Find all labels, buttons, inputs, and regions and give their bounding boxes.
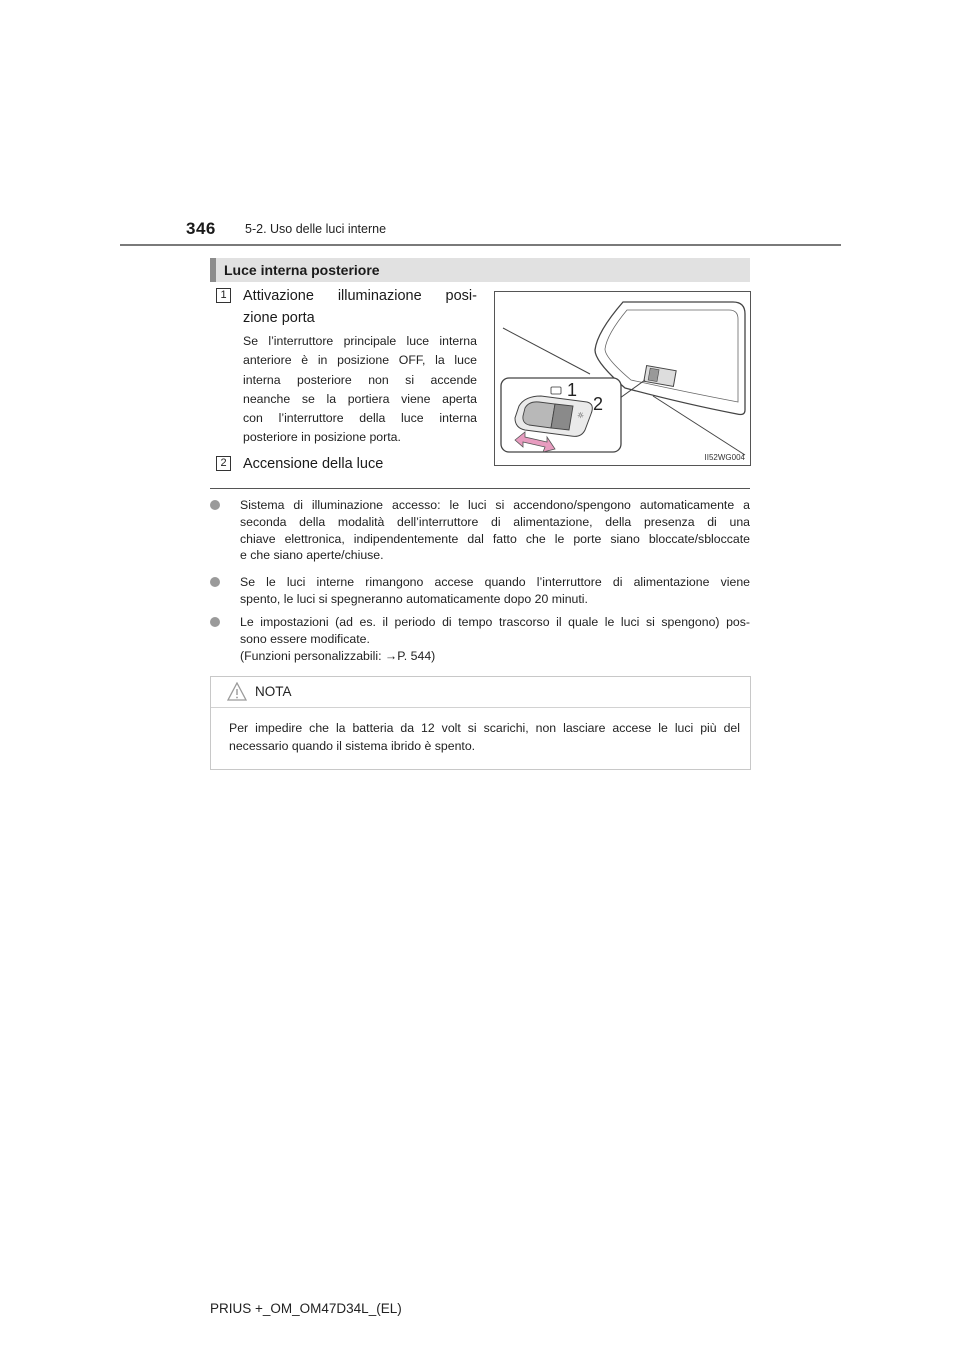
bullet-dot-icon: [210, 500, 220, 510]
section-title: Luce interna posteriore: [224, 262, 380, 278]
lamp-switch-knob: [648, 368, 659, 381]
info-bullet: [210, 614, 750, 664]
desc-line: anteriore è in posizione OFF, la luce: [243, 353, 477, 368]
bullet-line: (Funzioni personalizzabili: →P. 544): [240, 648, 436, 663]
desc-line: Se l’interruttore principale luce interna: [243, 334, 477, 348]
light-symbol-icon: ☼: [577, 411, 585, 420]
section-path: 5-2. Uso delle luci interne: [245, 222, 387, 236]
bullet-dot-icon: [210, 577, 220, 587]
note-line: Per impedire che la batteria da 12 volt si scarichi, non lasciare accese le luci più del: [229, 721, 740, 735]
desc-line: neanche se la portiera viene aperta: [243, 391, 477, 406]
desc-line: interna posteriore non si accende: [243, 372, 477, 387]
bullet-line: e che siano aperte/chiuse.: [240, 548, 384, 563]
item-number-badge: 2: [216, 456, 231, 471]
callout-number: 1: [567, 380, 578, 400]
note-box: [210, 676, 751, 770]
rear-interior-light-figure: [494, 291, 751, 466]
bullet-line: Le impostazioni (ad es. il periodo di tempo trascorso il quale le luci si spengono) pos-: [240, 615, 750, 629]
inset-switch-knob-dark: [551, 404, 573, 430]
bullet-line: chiave elettronica, indipendentemente dal fatto che le porte siano bloccate/sbloccate: [240, 531, 750, 546]
bullet-line: Sistema di illuminazione accesso: le luci si accendono/spengono automaticamente a: [240, 498, 750, 512]
header-rule: [120, 244, 841, 246]
bullet-line: seconda della modalità dell’interruttore di alimentazione, della presenza di una: [240, 514, 750, 529]
section-separator: [210, 488, 750, 489]
note-title: NOTA: [255, 684, 292, 699]
bullet-line: sono essere modificate.: [240, 631, 370, 646]
callout-number: 2: [593, 394, 604, 414]
rear-light-illustration: [495, 292, 750, 465]
note-header: [211, 677, 750, 708]
inset-switch-knob: [523, 402, 555, 428]
item-description: [243, 332, 477, 448]
item-title: [243, 285, 477, 329]
footer-model-code: PRIUS +_OM_OM47D34L_(EL): [210, 1301, 402, 1316]
section-bar-accent: [210, 258, 216, 282]
headliner-line: [503, 328, 590, 374]
item-title: [243, 453, 477, 475]
desc-line: posteriore in posizione porta.: [243, 430, 401, 445]
figure-code: II52WG004: [704, 453, 745, 462]
item-title-line: Accensione della luce: [243, 456, 384, 472]
bullet-line: Se le luci interne rimangono accese quando l’interruttore di alimentazione viene: [240, 575, 750, 589]
bullet-text: [240, 614, 750, 664]
desc-line: con l’interruttore della luce interna: [243, 411, 477, 426]
item-title-line: Attivazione illuminazione posi-: [243, 288, 477, 304]
bullet-dot-icon: [210, 617, 220, 627]
item-number-badge: 1: [216, 288, 231, 303]
note-text: [229, 719, 740, 755]
section-title-bar: [210, 258, 750, 282]
bullet-line: spento, le luci si spegneranno automaticamente dopo 20 minuti.: [240, 591, 588, 606]
bullet-text: [240, 574, 750, 608]
note-line: necessario quando il sistema ibrido è spento.: [229, 739, 476, 753]
page-number: 346: [186, 219, 216, 238]
bullet-text: [240, 497, 750, 564]
warning-triangle-icon: [227, 682, 247, 701]
info-bullet: [210, 574, 750, 608]
info-bullet: [210, 497, 750, 564]
item-title-line: zione porta: [243, 310, 315, 326]
